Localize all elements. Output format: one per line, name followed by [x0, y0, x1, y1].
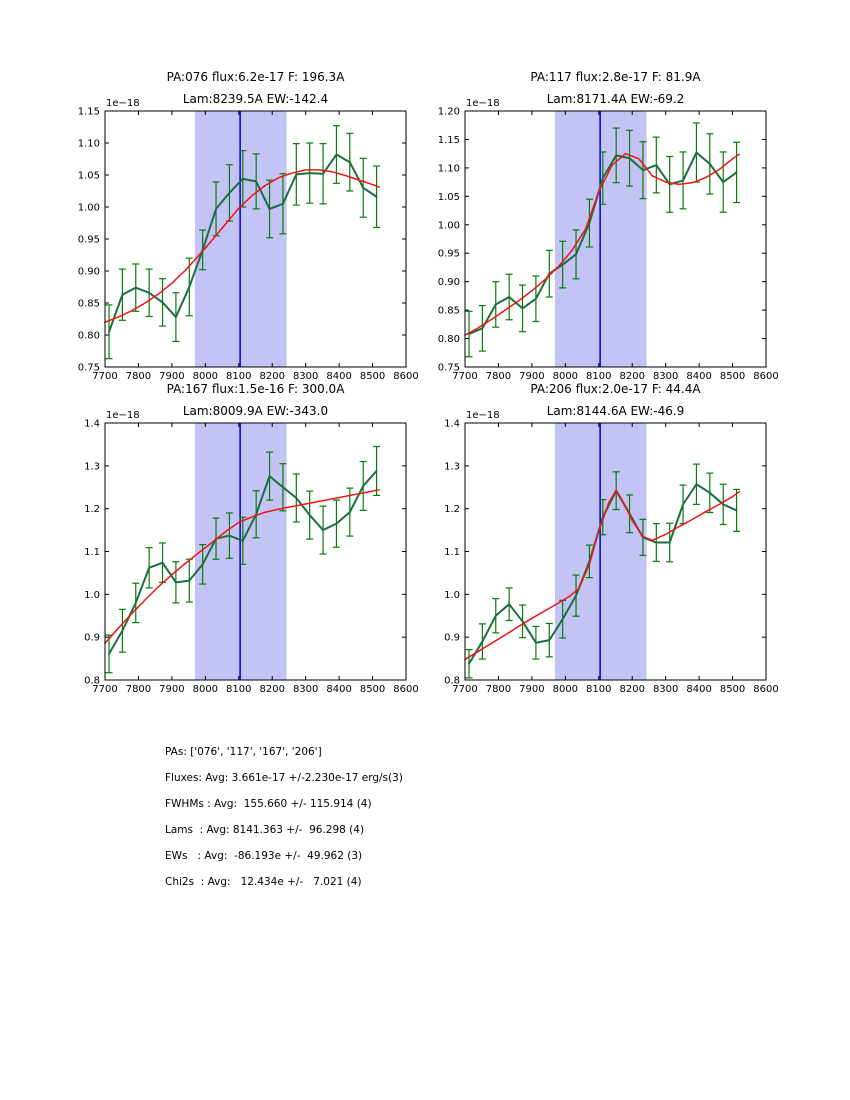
- subplot-3-title: [105, 378, 406, 422]
- x-tick-label: 8500: [359, 684, 386, 695]
- x-tick-label: 7900: [519, 371, 545, 382]
- summary-line-ews: EWs : Avg: -86.193e +/- 49.962 (3): [165, 850, 363, 862]
- subplot-4-title-line2: Lam:8144.6A EW:-46.9: [546, 404, 685, 418]
- subplot-2-title-line1: PA:117 flux:2.8e-17 F: 81.9A: [530, 70, 701, 84]
- subplot-3-title-line1: PA:167 flux:1.5e-16 F: 300.0A: [166, 382, 345, 396]
- y-tick-label: 0.9: [84, 632, 100, 644]
- x-tick-label: 8000: [192, 371, 219, 382]
- y-tick-label: 0.75: [77, 362, 100, 374]
- x-tick-label: 8400: [326, 684, 352, 695]
- y-tick-label: 0.75: [437, 362, 460, 374]
- x-tick-label: 8100: [586, 371, 612, 382]
- y-axis-offset-label: 1e−18: [106, 98, 140, 109]
- subplot-4-title-line1: PA:206 flux:2.0e-17 F: 44.4A: [530, 382, 701, 396]
- x-tick-label: 8600: [753, 684, 779, 695]
- subplot-2: [438, 98, 779, 382]
- y-axis-offset-label: 1e−18: [466, 98, 500, 109]
- y-axis-offset-label: 1e−18: [106, 410, 140, 421]
- y-tick-label: 0.85: [77, 298, 100, 310]
- subplot-3-title-line2: Lam:8009.9A EW:-343.0: [182, 404, 329, 418]
- subplot-2-title-line2: Lam:8171.4A EW:-69.2: [546, 92, 685, 106]
- x-tick-label: 8100: [226, 684, 252, 695]
- subplot-4: [444, 410, 779, 695]
- y-tick-label: 1.3: [84, 461, 100, 473]
- y-tick-label: 1.00: [77, 202, 100, 214]
- y-tick-label: 1.4: [444, 418, 460, 430]
- subplot-2-title: [465, 66, 766, 110]
- x-tick-label: 8400: [686, 371, 712, 382]
- y-tick-label: 1.3: [444, 461, 460, 473]
- y-tick-label: 1.05: [77, 170, 100, 182]
- subplot-4-title: [465, 378, 766, 422]
- x-tick-label: 8600: [753, 371, 779, 382]
- x-tick-label: 8200: [619, 371, 645, 382]
- y-tick-label: 0.8: [444, 675, 460, 687]
- x-tick-label: 8200: [259, 684, 285, 695]
- y-tick-label: 1.10: [77, 138, 100, 150]
- x-tick-label: 8300: [652, 371, 679, 382]
- x-tick-label: 8500: [719, 371, 746, 382]
- y-tick-label: 1.2: [84, 504, 100, 516]
- x-tick-label: 7800: [125, 684, 152, 695]
- x-tick-label: 8500: [719, 684, 746, 695]
- y-tick-label: 0.80: [77, 330, 100, 342]
- y-tick-label: 0.8: [84, 675, 100, 687]
- y-tick-label: 1.15: [77, 106, 100, 118]
- y-tick-label: 1.10: [437, 163, 460, 175]
- y-tick-label: 1.00: [437, 220, 460, 232]
- x-tick-label: 8600: [393, 684, 419, 695]
- x-tick-label: 8400: [686, 684, 712, 695]
- x-tick-label: 7700: [92, 371, 118, 382]
- x-tick-label: 8500: [359, 371, 386, 382]
- x-tick-label: 7900: [159, 684, 185, 695]
- x-tick-label: 8000: [192, 684, 219, 695]
- y-tick-label: 0.85: [437, 305, 460, 317]
- y-tick-label: 0.95: [77, 234, 100, 246]
- summary-block: [165, 739, 403, 895]
- y-tick-label: 0.95: [437, 248, 460, 260]
- x-tick-label: 8100: [226, 371, 252, 382]
- x-tick-label: 7700: [452, 684, 478, 695]
- subplot-1-title: [105, 66, 406, 110]
- x-tick-label: 8600: [393, 371, 419, 382]
- y-tick-label: 0.80: [437, 334, 460, 346]
- subplot-1-title-line1: PA:076 flux:6.2e-17 F: 196.3A: [166, 70, 345, 84]
- x-tick-label: 7900: [159, 371, 185, 382]
- y-tick-label: 1.1: [84, 547, 100, 558]
- summary-line-fluxes: Fluxes: Avg: 3.661e-17 +/-2.230e-17 erg/s(3): [165, 772, 403, 784]
- summary-line-chi2s: Chi2s : Avg: 12.434e +/- 7.021 (4): [165, 876, 362, 888]
- y-tick-label: 0.9: [444, 632, 460, 644]
- y-tick-label: 0.90: [437, 277, 460, 289]
- x-tick-label: 7700: [92, 684, 118, 695]
- x-tick-label: 7800: [485, 371, 512, 382]
- y-tick-label: 1.20: [437, 106, 460, 118]
- y-axis-offset-label: 1e−18: [466, 410, 500, 421]
- x-tick-label: 8200: [259, 371, 285, 382]
- x-tick-label: 7800: [485, 684, 512, 695]
- x-tick-label: 8200: [619, 684, 645, 695]
- y-tick-label: 0.90: [77, 266, 100, 278]
- x-tick-label: 8300: [652, 684, 679, 695]
- summary-line-fwhms: FWHMs : Avg: 155.660 +/- 115.914 (4): [165, 798, 372, 810]
- y-tick-label: 1.0: [84, 589, 100, 601]
- y-tick-label: 1.05: [437, 191, 460, 203]
- x-tick-label: 8100: [586, 684, 612, 695]
- x-tick-label: 8300: [292, 684, 319, 695]
- y-tick-label: 1.0: [444, 589, 460, 601]
- y-tick-label: 1.15: [437, 134, 460, 146]
- x-tick-label: 7700: [452, 371, 478, 382]
- subplot-1-title-line2: Lam:8239.5A EW:-142.4: [182, 92, 329, 106]
- x-tick-label: 7900: [519, 684, 545, 695]
- subplot-1: [78, 98, 419, 382]
- y-tick-label: 1.1: [444, 547, 460, 558]
- y-tick-label: 1.4: [84, 418, 100, 430]
- x-tick-label: 8300: [292, 371, 319, 382]
- x-tick-label: 8400: [326, 371, 352, 382]
- x-tick-label: 8000: [552, 371, 579, 382]
- x-tick-label: 7800: [125, 371, 152, 382]
- x-tick-label: 8000: [552, 684, 579, 695]
- summary-line-lams: Lams : Avg: 8141.363 +/- 96.298 (4): [165, 824, 365, 836]
- subplot-3: [84, 410, 419, 695]
- summary-line-pas: PAs: ['076', '117', '167', '206']: [165, 746, 322, 758]
- y-tick-label: 1.2: [444, 504, 460, 516]
